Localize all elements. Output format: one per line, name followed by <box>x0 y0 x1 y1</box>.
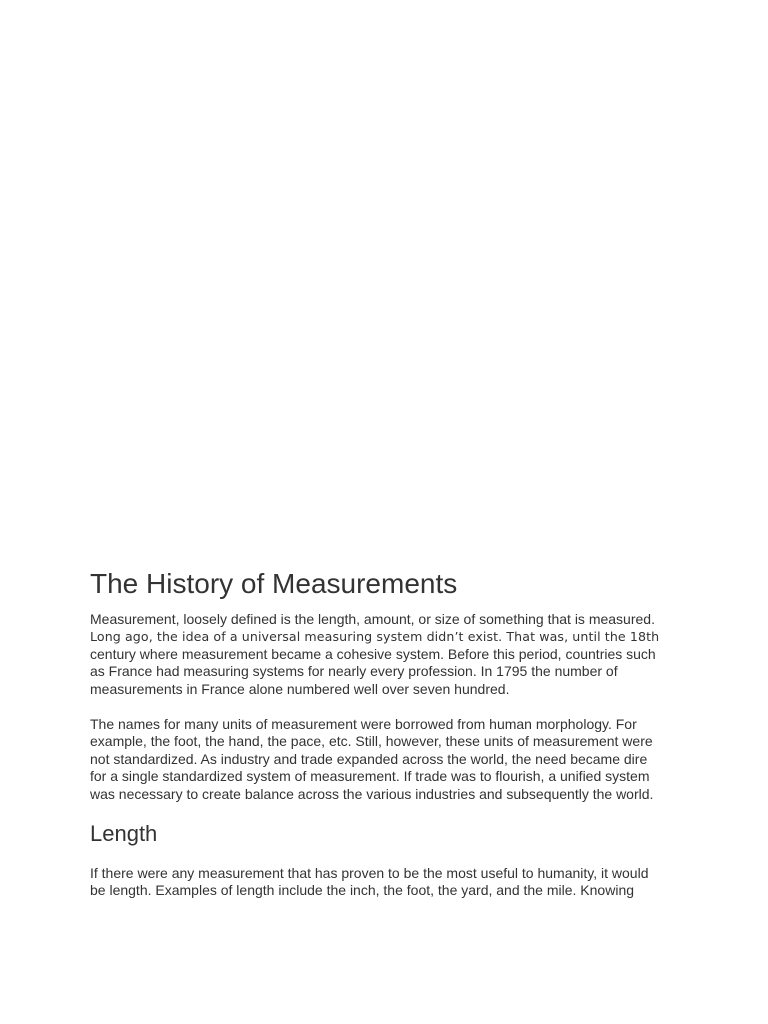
paragraph-line: If there were any measurement that has proven to be the most useful to humanity, it would <box>90 865 649 881</box>
section-heading-length: Length <box>90 821 158 846</box>
paragraph-line: Long ago, the idea of a universal measuring system didn’t exist. That was, until the 18th <box>90 629 660 645</box>
paragraph-line: be length. Examples of length include the inch, the foot, the yard, and the mile. Knowing <box>90 882 635 899</box>
paragraph-line: as France had measuring systems for nearly every profession. In 1795 the number of <box>90 663 618 680</box>
paragraph-line: century where measurement became a cohesive system. Before this period, countries such <box>90 645 656 662</box>
page-title: The History of Measurements <box>90 568 458 599</box>
paragraph-line: for a single standardized system of measurement. If trade was to flourish, a unified system <box>90 768 650 785</box>
paragraph-line: not standardized. As industry and trade expanded across the world, the need became dire <box>90 750 648 767</box>
paragraph-line: was necessary to create balance across the various industries and subsequently the world. <box>90 785 654 802</box>
paragraph-line: example, the foot, the hand, the pace, etc. Still, however, these units of measurement were <box>90 733 653 750</box>
intro-paragraph <box>90 611 659 698</box>
paragraph-line: Measurement, loosely defined is the length, amount, or size of something that is measured. <box>90 611 655 627</box>
length-paragraph <box>90 865 648 900</box>
paragraph-line: The names for many units of measurement were borrowed from human morphology. For <box>90 716 637 732</box>
morphology-paragraph <box>90 716 653 803</box>
paragraph-line: measurements in France alone numbered well over seven hundred. <box>90 680 510 697</box>
